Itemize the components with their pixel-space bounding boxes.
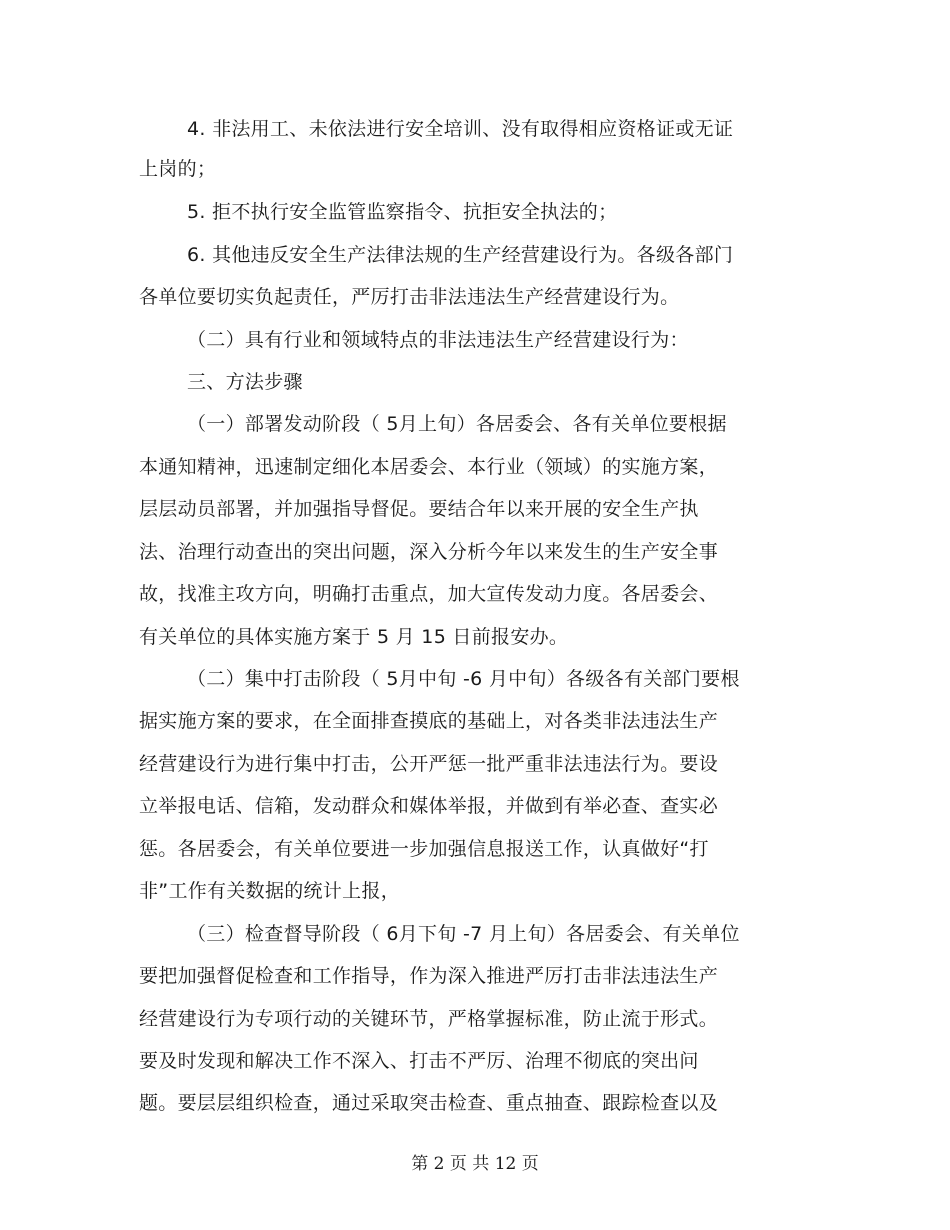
text-line: 惩。各居委会，有关单位要进一步加强信息报送工作，认真做好“打 (139, 838, 709, 860)
text-line: 本通知精神，迅速制定细化本居委会、本行业（领域）的实施方案， (139, 456, 719, 478)
text-line: （一）部署发动阶段（ 5月上旬）各居委会、各有关单位要根据 (187, 413, 727, 435)
text-line: 有关单位的具体实施方案于 5 月 15 日前报安办。 (139, 626, 569, 648)
text-line: 要及时发现和解决工作不深入、打击不严厉、治理不彻底的突出问 (139, 1050, 699, 1072)
text-line: 经营建设行为进行集中打击，公开严惩一批严重非法违法行为。要设 (139, 753, 719, 775)
text-line: 故，找准主攻方向，明确打击重点，加大宣传发动力度。各居委会、 (139, 583, 719, 605)
text-line: 上岗的； (139, 158, 217, 180)
page-number-footer: 第 2 页 共 12 页 (411, 1154, 539, 1174)
section-heading: （二）具有行业和领域特点的非法违法生产经营建设行为： (187, 329, 689, 351)
text-line: 非”工作有关数据的统计上报， (139, 880, 401, 902)
text-line: 据实施方案的要求，在全面排查摸底的基础上，对各类非法违法生产 (139, 710, 719, 732)
text-line: 要把加强督促检查和工作指导，作为深入推进严厉打击非法违法生产 (139, 965, 719, 987)
text-line: 4. 非法用工、未依法进行安全培训、没有取得相应资格证或无证 (187, 118, 734, 140)
text-line: 题。要层层组织检查，通过采取突击检查、重点抽查、跟踪检查以及 (139, 1092, 719, 1114)
text-line: 经营建设行为专项行动的关键环节，严格掌握标准，防止流于形式。 (139, 1008, 719, 1030)
text-line: （二）集中打击阶段（ 5月中旬 -6 月中旬）各级各有关部门要根 (187, 668, 740, 690)
text-line: （三）检查督导阶段（ 6月下旬 -7 月上旬）各居委会、有关单位 (187, 923, 740, 945)
text-line: 6. 其他违反安全生产法律法规的生产经营建设行为。各级各部门 (187, 244, 734, 266)
text-line: 立举报电话、信箱，发动群众和媒体举报，并做到有举必查、查实必 (139, 795, 719, 817)
text-line: 法、治理行动查出的突出问题，深入分析今年以来发生的生产安全事 (139, 541, 719, 563)
section-heading: 三、方法步骤 (187, 371, 303, 393)
text-line: 5. 拒不执行安全监管监察指令、抗拒安全执法的； (187, 201, 618, 223)
text-line: 各单位要切实负起责任，严厉打击非法违法生产经营建设行为。 (139, 286, 680, 308)
text-line: 层层动员部署，并加强指导督促。要结合年以来开展的安全生产执 (139, 498, 699, 520)
